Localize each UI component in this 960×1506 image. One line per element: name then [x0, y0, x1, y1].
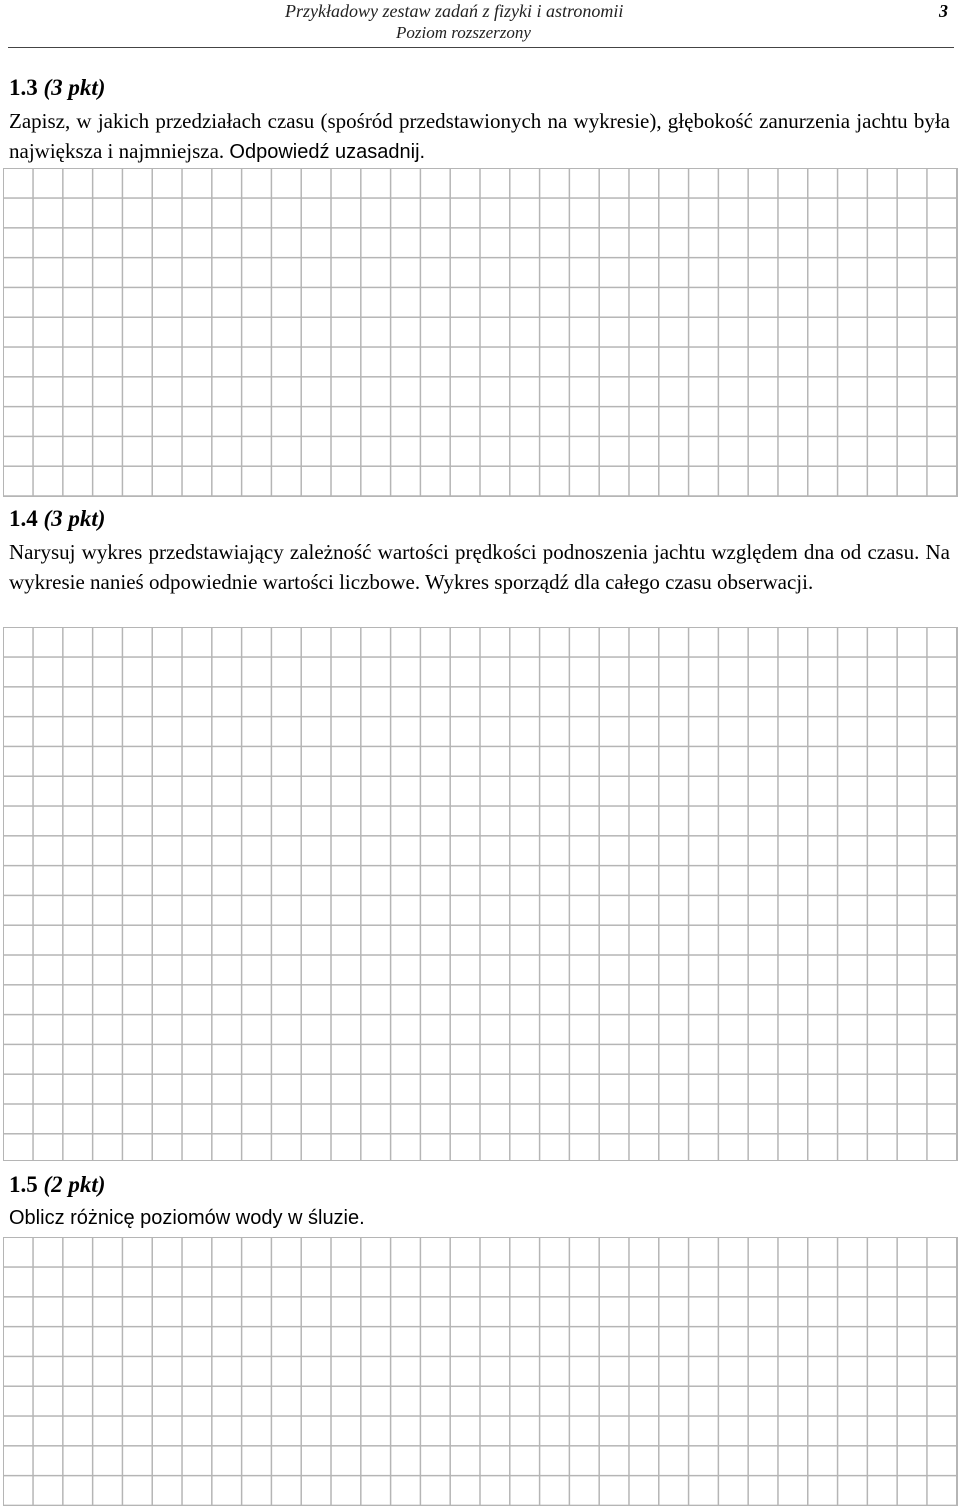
task-1-3-title [9, 75, 105, 101]
header-divider [8, 47, 954, 48]
task-points: (3 pkt) [43, 75, 106, 100]
page-number: 3 [939, 1, 948, 21]
task-1-3-instruction-tail: Odpowiedź uzasadnij. [229, 141, 426, 163]
task-1-5-text: Oblicz różnicę poziomów wody w śluzie. [9, 1207, 365, 1229]
task-points: (3 pkt) [43, 506, 106, 531]
task-number: 1.4 [9, 506, 38, 531]
task-number: 1.3 [9, 75, 38, 100]
task-number: 1.5 [9, 1172, 38, 1197]
task-1-4-title [9, 506, 105, 532]
task-1-4-text: Narysuj wykres przedstawiający zależność wartości prędkości podnoszenia jachtu względem dna od czasu. Na wykresie nanieś odpowiednie wartości liczbowe. Wykres sporządź dla całego czasu obserwacji. [9, 540, 950, 594]
header-title: Przykładowy zestaw zadań z fizyki i astronomii [285, 1, 624, 21]
answer-grid-1-5[interactable] [3, 1237, 958, 1506]
task-1-3-instruction: Zapisz, w jakich przedziałach czasu (spośród przedstawionych na wykresie), głębokość zanurzenia jachtu była największa i najmniejsza. [9, 109, 950, 163]
header-level: Poziom rozszerzony [396, 23, 531, 42]
task-1-3-text [9, 106, 950, 167]
answer-grid-1-4[interactable] [3, 627, 958, 1161]
task-points: (2 pkt) [43, 1172, 106, 1197]
task-1-5-title [9, 1172, 105, 1198]
answer-grid-1-3[interactable] [3, 168, 958, 497]
